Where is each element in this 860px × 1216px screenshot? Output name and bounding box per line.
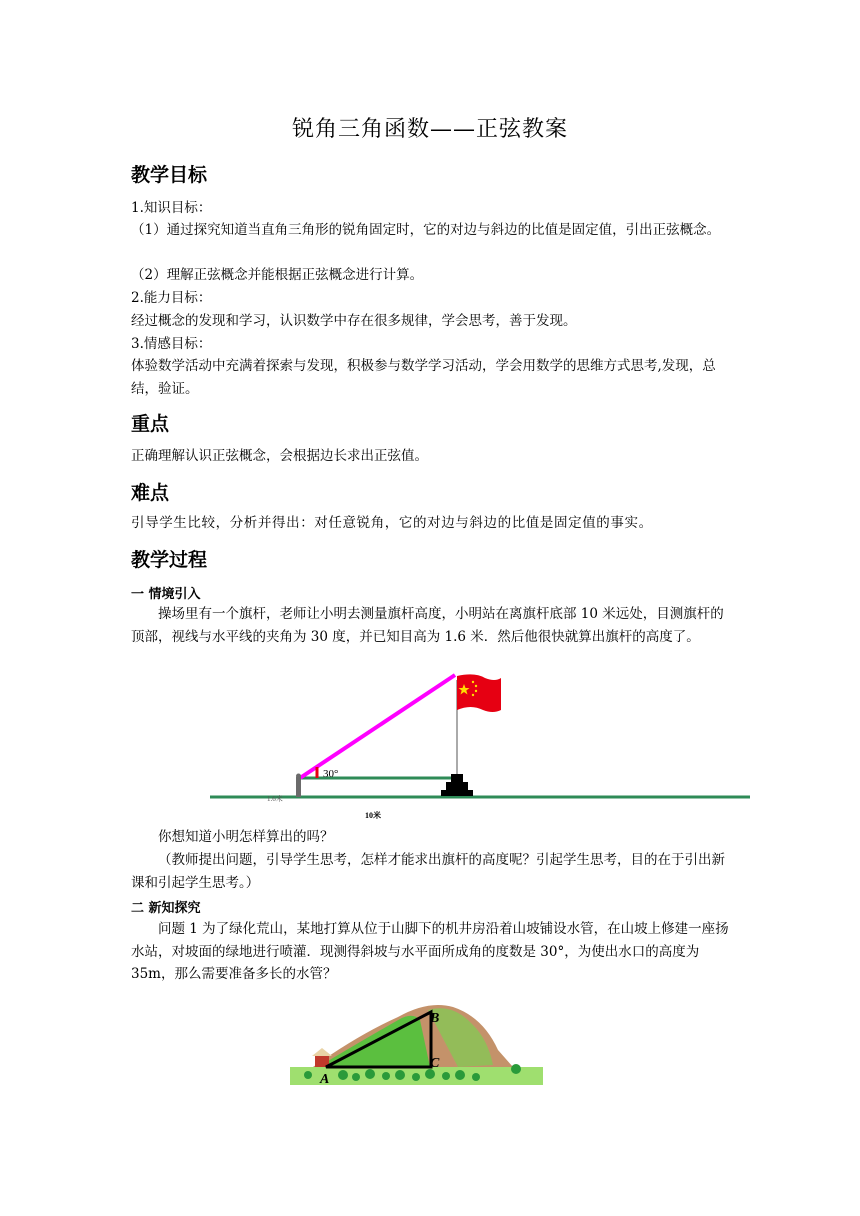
- sight-line: [300, 675, 455, 778]
- section-heading-key-point: 重点: [131, 413, 170, 435]
- person-icon: [296, 777, 301, 797]
- objective-2-text: 经过概念的发现和学习，认识数学中存在很多规律，学会思考，善于发现。: [131, 313, 577, 329]
- document-title: 锐角三角函数——正弦教案: [291, 117, 568, 142]
- key-point-text: 正确理解认识正弦概念，会根据边长求出正弦值。: [131, 448, 428, 464]
- section-heading-process: 教学过程: [131, 549, 208, 571]
- section-heading-objectives: 教学目标: [131, 164, 208, 186]
- height-label: 1.6米: [267, 795, 283, 803]
- flagpole-base: [451, 774, 463, 782]
- distance-label: 10米: [365, 811, 381, 820]
- question-text: 你想知道小明怎样算出的吗？: [158, 829, 334, 845]
- problem-1-text: 问题 1 为了绿化荒山，某地打算从位于山脚下的机井房沿着山坡铺设水管，在山坡上修建一座扬水站，对坡面的绿地进行喷灌．现测得斜坡与水平面所成角的度数是 30°，为使出水口的高度为 35m，那么需要准备多长的水管？: [131, 921, 729, 982]
- mountain-figure: [288, 995, 548, 1090]
- objective-2: 2.能力目标：: [131, 290, 212, 306]
- objective-1: 1.知识目标：: [131, 200, 212, 216]
- teacher-note: （教师提出问题，引导学生思考，怎样才能求出旗杆的高度呢？引起学生思考，目的在于引出新课和引起学生思考。）: [131, 852, 725, 891]
- flag-icon: [457, 674, 501, 712]
- objective-1-1: （1）通过探究知道当直角三角形的锐角固定时，它的对边与斜边的比值是固定值，引出正弦概念。: [131, 222, 721, 238]
- scenario-paragraph: 操场里有一个旗杆，老师让小明去测量旗杆高度，小明站在离旗杆底部 10 米远处，目测旗杆的顶部，视线与水平线的夹角为 30 度，并已知目高为 1.6 米．然后他很快就算出旗杆的高度了。: [131, 606, 724, 645]
- section-heading-difficulty: 难点: [131, 482, 170, 504]
- flagpole-figure: [205, 670, 755, 820]
- label-a: A: [320, 1072, 330, 1087]
- objective-3: 3.情感目标：: [131, 336, 212, 352]
- objective-3-text: 体验数学活动中充满着探索与发现，积极参与数学学习活动，学会用数学的思维方式思考,发现，总结，验证。: [131, 358, 716, 397]
- label-b: B: [430, 1011, 440, 1026]
- subheading-scenario: 一 情境引入: [131, 587, 201, 602]
- label-c: C: [430, 1056, 440, 1071]
- subheading-explore: 二 新知探究: [131, 901, 201, 916]
- difficulty-text: 引导学生比较，分析并得出：对任意锐角，它的对边与斜边的比值是固定值的事实。: [131, 515, 653, 531]
- angle-label: 30°: [323, 768, 339, 780]
- objective-1-2: （2）理解正弦概念并能根据正弦概念进行计算。: [131, 267, 424, 283]
